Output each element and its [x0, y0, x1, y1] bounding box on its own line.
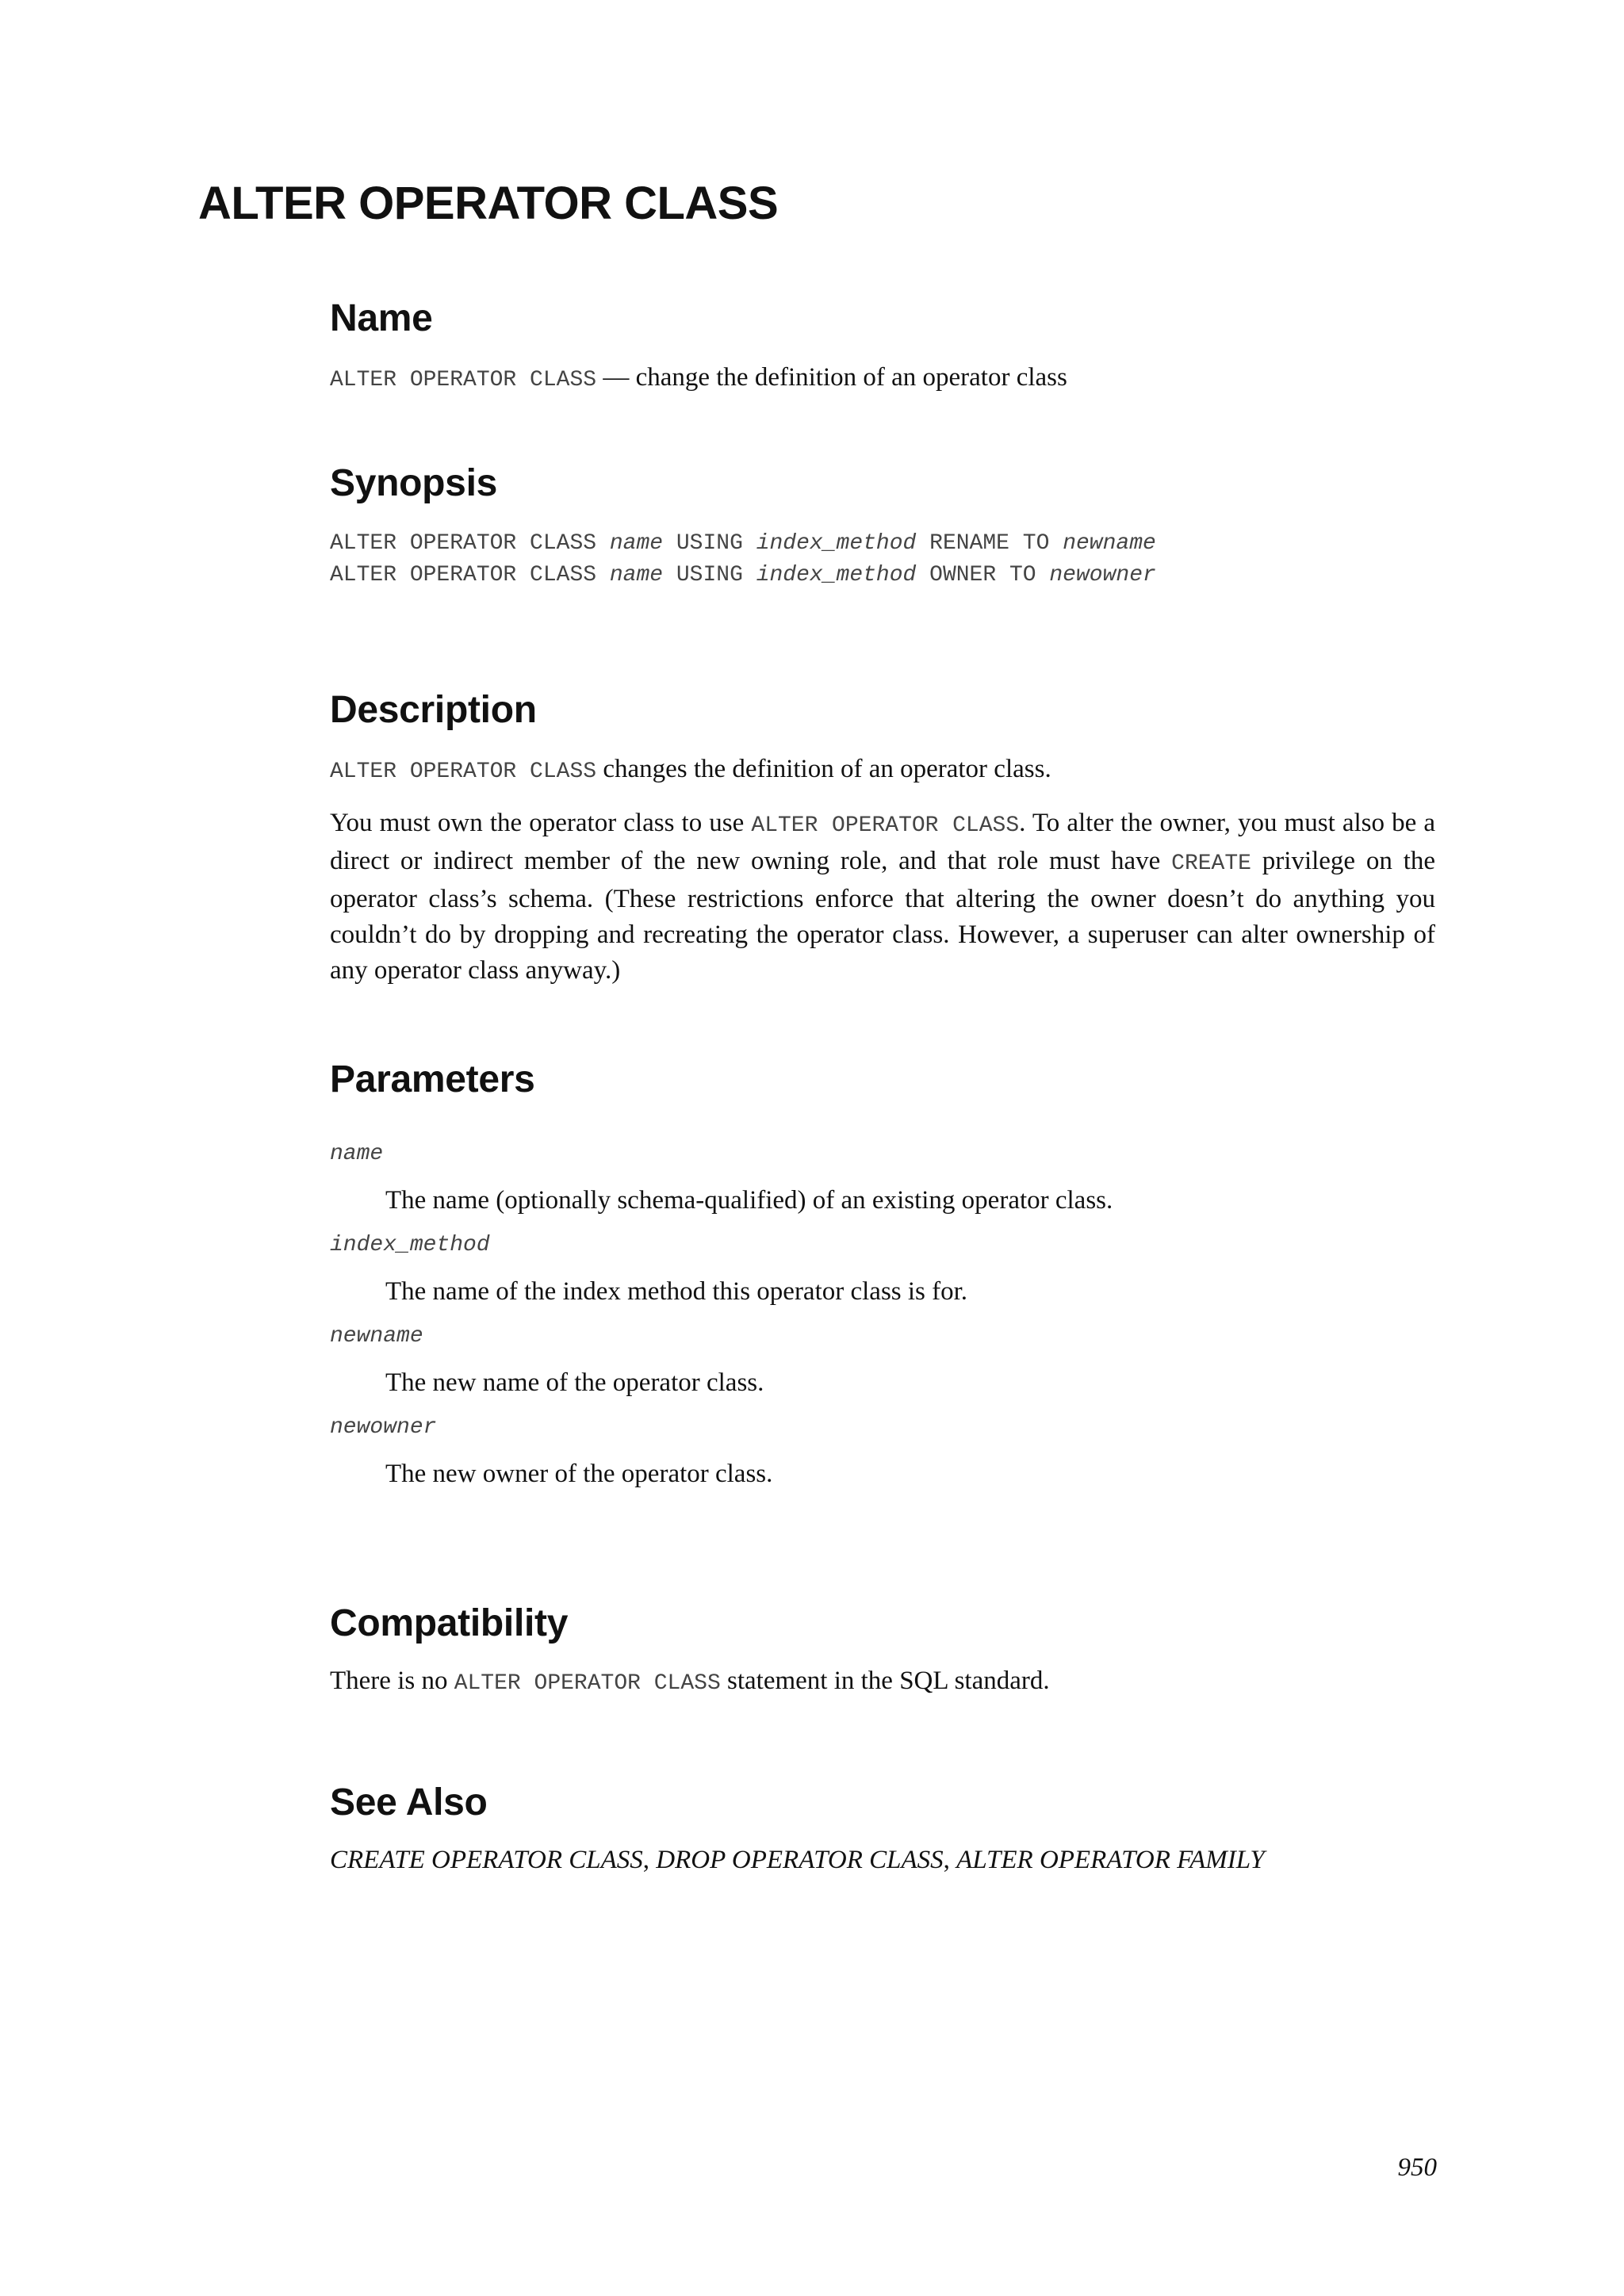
synopsis-keyword: ALTER OPERATOR CLASS — [330, 563, 610, 587]
parameters-list — [330, 1138, 1435, 1492]
description-paragraph-2 — [330, 806, 1435, 989]
name-heading: Name — [330, 297, 433, 339]
description-text: . To alter the owner, you must also be a direct or indirect member of the new owning role, and that role must have — [330, 809, 1435, 875]
parameter-term: index_method — [330, 1233, 490, 1257]
see-also-link-drop-operator-class[interactable]: DROP OPERATOR CLASS — [656, 1846, 944, 1874]
see-also-links — [330, 1843, 1435, 1878]
parameter-term: name — [330, 1142, 384, 1166]
see-also-heading: See Also — [330, 1781, 488, 1823]
name-command: ALTER OPERATOR CLASS — [330, 368, 597, 392]
description-section — [330, 691, 1435, 989]
compatibility-heading: Compatibility — [330, 1602, 569, 1644]
separator: , — [642, 1846, 657, 1874]
description-text: changes the definition of an operator class. — [596, 755, 1051, 783]
name-summary-text: — change the definition of an operator class — [596, 363, 1067, 392]
synopsis-line-1 — [330, 528, 1435, 560]
synopsis-heading: Synopsis — [330, 462, 497, 504]
name-summary — [330, 360, 1435, 398]
compatibility-text — [330, 1663, 1435, 1701]
description-text: privilege on the operator class’s schema. (These restrictions enforce that altering the owner doesn’t do anything you couldn’t do by dropping and recreating the operator class. However, a superuser can alter ownership of any operator class anyway.) — [330, 847, 1436, 985]
separator: , — [943, 1846, 957, 1874]
page-title: ALTER OPERATOR CLASS — [198, 178, 779, 229]
synopsis-line-2 — [330, 560, 1435, 591]
parameter-definition: The name (optionally schema-qualified) of an existing operator class. — [385, 1186, 1113, 1215]
inline-code: ALTER OPERATOR CLASS — [454, 1671, 721, 1696]
synopsis-keyword: OWNER TO — [916, 563, 1050, 587]
name-section — [330, 297, 1435, 398]
parameters-section — [330, 1058, 1435, 1492]
synopsis-param: newowner — [1049, 563, 1156, 587]
synopsis-param: name — [609, 531, 664, 556]
inline-code: ALTER OPERATOR CLASS — [330, 760, 597, 784]
inline-code: ALTER OPERATOR CLASS — [751, 813, 1020, 838]
synopsis-section — [330, 462, 1435, 591]
see-also-section — [330, 1781, 1435, 1878]
description-heading: Description — [330, 689, 537, 731]
parameter-definition: The name of the index method this operator class is for. — [385, 1277, 968, 1306]
compatibility-text-part: statement in the SQL standard. — [720, 1667, 1050, 1695]
synopsis-param: name — [609, 563, 664, 587]
compatibility-text-part: There is no — [330, 1667, 454, 1695]
parameter-term: newname — [330, 1324, 423, 1349]
synopsis-param: index_method — [756, 531, 917, 556]
synopsis-keyword: ALTER OPERATOR CLASS — [330, 531, 610, 556]
compatibility-section — [330, 1602, 1435, 1701]
description-paragraph-1 — [330, 752, 1435, 790]
synopsis-param: newname — [1063, 531, 1156, 556]
parameter-definition: The new owner of the operator class. — [385, 1460, 773, 1488]
parameter-term: newowner — [330, 1415, 437, 1440]
see-also-link-create-operator-class[interactable]: CREATE OPERATOR CLASS — [330, 1846, 643, 1874]
description-text: You must own the operator class to use — [330, 809, 752, 837]
synopsis-block — [330, 528, 1435, 591]
see-also-link-alter-operator-family[interactable]: ALTER OPERATOR FAMILY — [956, 1846, 1265, 1874]
page-number: 950 — [1397, 2153, 1437, 2182]
synopsis-keyword: USING — [663, 563, 756, 587]
parameters-heading: Parameters — [330, 1058, 535, 1100]
inline-code: CREATE — [1171, 851, 1251, 876]
synopsis-param: index_method — [756, 563, 917, 587]
parameter-definition: The new name of the operator class. — [385, 1368, 764, 1397]
synopsis-keyword: RENAME TO — [916, 531, 1063, 556]
synopsis-keyword: USING — [663, 531, 756, 556]
